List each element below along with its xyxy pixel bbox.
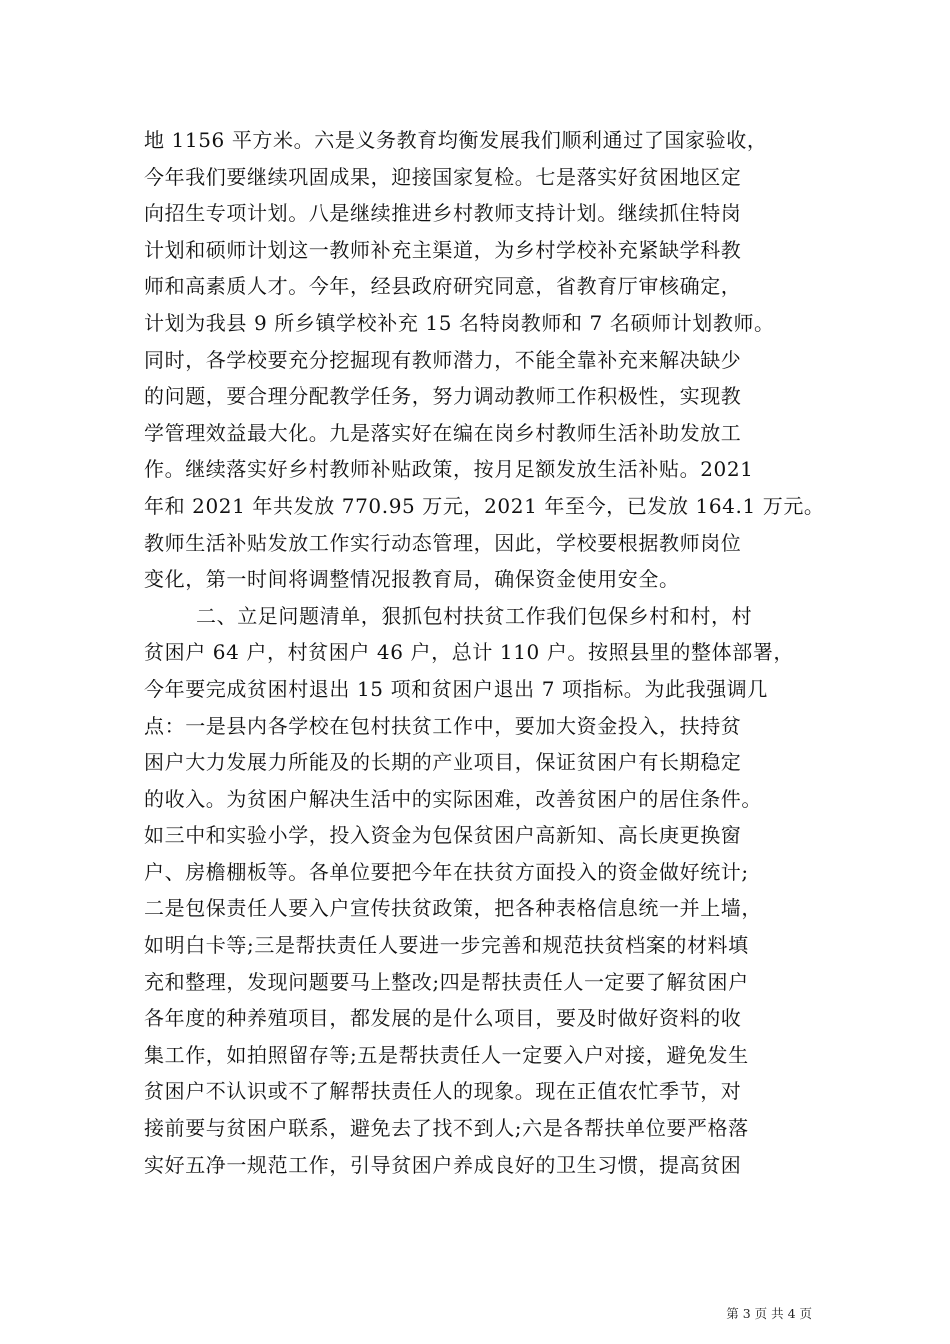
text-line: 如三中和实验小学，投入资金为包保贫困户高新知、高长庚更换窗 bbox=[144, 823, 742, 848]
text-line: 地 1156 平方米。六是义务教育均衡发展我们顺利通过了国家验收， bbox=[144, 128, 768, 152]
text-line: 向招生专项计划。八是继续推进乡村教师支持计划。继续抓住特岗 bbox=[144, 201, 742, 226]
text-line: 计划和硕师计划这一教师补充主渠道，为乡村学校补充紧缺学科教 bbox=[144, 237, 742, 262]
section-heading-line: 二、立足问题清单，狠抓包村扶贫工作我们包保乡村和村，村 bbox=[196, 603, 753, 628]
text-line: 二是包保责任人要入户宣传扶贫政策，把各种表格信息统一并上墙， bbox=[144, 896, 762, 921]
text-line: 师和高素质人才。今年，经县政府研究同意，省教育厅审核确定， bbox=[144, 274, 742, 299]
text-line: 教师生活补贴发放工作实行动态管理，因此，学校要根据教师岗位 bbox=[144, 530, 742, 555]
text-line: 同时，各学校要充分挖掘现有教师潜力，不能全靠补充来解决缺少 bbox=[144, 347, 742, 372]
text-line: 充和整理，发现问题要马上整改;四是帮扶责任人一定要了解贫困户 bbox=[144, 969, 749, 994]
text-line: 计划为我县 9 所乡镇学校补充 15 名特岗教师和 7 名硕师计划教师。 bbox=[144, 310, 775, 335]
text-line: 户、房檐棚板等。各单位要把今年在扶贫方面投入的资金做好统计; bbox=[144, 859, 749, 884]
text-line: 的问题，要合理分配教学任务，努力调动教师工作积极性，实现教 bbox=[144, 384, 742, 409]
page-number-footer: 第 3 页 共 4 页 bbox=[726, 1306, 812, 1321]
text-line: 贫困户不认识或不了解帮扶责任人的现象。现在正值农忙季节，对 bbox=[144, 1079, 742, 1104]
text-line: 今年要完成贫困村退出 15 项和贫困户退出 7 项指标。为此我强调几 bbox=[144, 676, 769, 701]
text-line: 的收入。为贫困户解决生活中的实际困难，改善贫困户的居住条件。 bbox=[144, 786, 762, 811]
text-line: 点：一是县内各学校在包村扶贫工作中，要加大资金投入，扶持贫 bbox=[144, 713, 742, 738]
text-line: 接前要与贫困户联系，避免去了找不到人;六是各帮扶单位要严格落 bbox=[144, 1116, 749, 1141]
text-line: 各年度的种养殖项目，都发展的是什么项目，要及时做好资料的收 bbox=[144, 1006, 742, 1031]
text-line: 年和 2021 年共发放 770.95 万元，2021 年至今，已发放 164.1 万元。 bbox=[144, 493, 825, 518]
text-line: 困户大力发展力所能及的长期的产业项目，保证贫困户有长期稳定 bbox=[144, 750, 742, 775]
text-line: 贫困户 64 户，村贫困户 46 户，总计 110 户。按照县里的整体部署， bbox=[144, 640, 795, 665]
text-line: 学管理效益最大化。九是落实好在编在岗乡村教师生活补助发放工 bbox=[144, 420, 742, 445]
text-line: 今年我们要继续巩固成果，迎接国家复检。七是落实好贫困地区定 bbox=[144, 164, 742, 189]
text-line: 如明白卡等;三是帮扶责任人要进一步完善和规范扶贫档案的材料填 bbox=[144, 933, 749, 958]
text-line: 实好五净一规范工作，引导贫困户养成良好的卫生习惯，提高贫困 bbox=[144, 1152, 742, 1177]
text-line: 作。继续落实好乡村教师补贴政策，按月足额发放生活补贴。2021 bbox=[144, 457, 754, 482]
text-line: 变化，第一时间将调整情况报教育局，确保资金使用安全。 bbox=[144, 567, 680, 592]
body-text bbox=[144, 122, 825, 1183]
text-line: 集工作，如拍照留存等;五是帮扶责任人一定要入户对接，避免发生 bbox=[144, 1042, 749, 1067]
